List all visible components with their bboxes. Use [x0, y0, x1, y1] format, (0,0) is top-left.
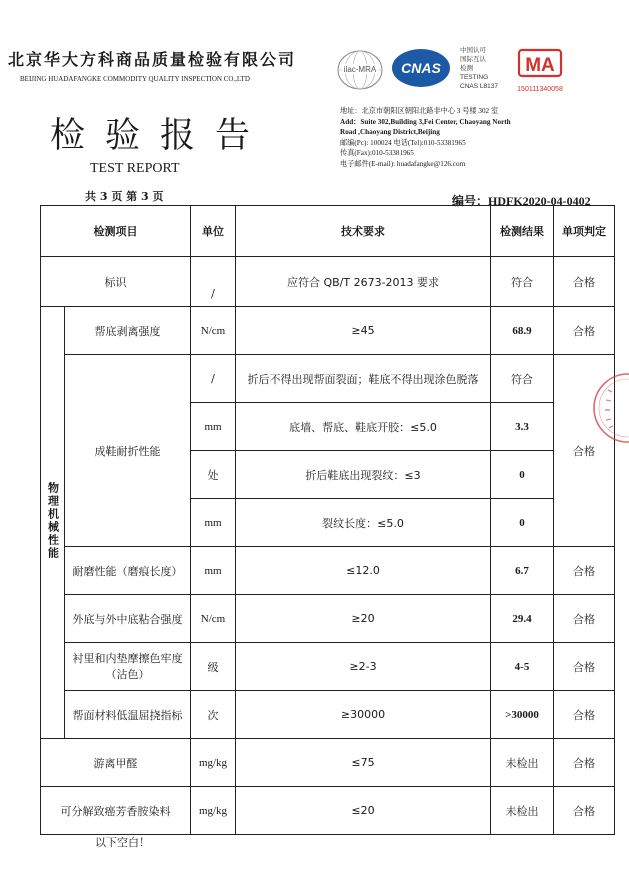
requirement-cell: ≥30000 — [236, 691, 491, 739]
verdict-cell: 合格 — [554, 691, 615, 739]
address-en-2: Road ,Chaoyang District,Beijing — [340, 128, 440, 137]
svg-text:150111340058: 150111340058 — [517, 86, 563, 93]
verdict-cell: 合格 — [554, 547, 615, 595]
report-title-cn: 检验报告 — [50, 116, 271, 156]
requirement-cell: ≥2-3 — [236, 643, 491, 691]
contact-address-block — [340, 106, 590, 170]
item-label: 成鞋耐折性能 — [65, 355, 191, 547]
item-label: 外底与外中底粘合强度 — [65, 595, 191, 643]
result-cell: 68.9 — [491, 307, 554, 355]
email: 电子邮件(E-mail): huadafangke@126.com — [340, 159, 466, 168]
header-unit: 单位 — [191, 206, 236, 257]
cnas-logo — [392, 49, 450, 87]
item-label: 可分解致癌芳香胺染料 — [41, 787, 191, 835]
header-verdict: 单项判定 — [554, 206, 615, 257]
result-cell: 符合 — [491, 355, 554, 403]
cma-logo — [517, 50, 563, 93]
table-row — [41, 739, 615, 787]
requirement-cell: ≤75 — [236, 739, 491, 787]
address-en-1: Add：Suite 302,Building 3,Fei Center, Chaoyang North — [340, 117, 511, 126]
requirement-cell: 折后鞋底出现裂纹：≤3 — [236, 451, 491, 499]
group-label-cell — [41, 307, 65, 739]
unit-cell: N/cm — [191, 307, 236, 355]
fax: 传真(Fax):010-53381965 — [340, 149, 414, 158]
requirement-cell: 裂纹长度：≤5.0 — [236, 499, 491, 547]
result-cell: 6.7 — [491, 547, 554, 595]
report-number: 编号：HDFK2020-04-0402 — [452, 194, 591, 208]
unit-cell: mm — [191, 403, 236, 451]
result-cell: 3.3 — [491, 403, 554, 451]
group-label: 物理机械性能 — [46, 482, 60, 560]
company-name-cn: 北京华大方科商品质量检验有限公司 — [8, 50, 297, 69]
unit-cell: N/cm — [191, 595, 236, 643]
svg-text:国际互认: 国际互认 — [460, 55, 486, 63]
requirement-cell: 应符合 QB/T 2673-2013 要求 — [236, 257, 491, 307]
verdict-cell: 合格 — [554, 739, 615, 787]
result-cell: 符合 — [491, 257, 554, 307]
table-header-row — [41, 206, 615, 257]
unit-cell: 处 — [191, 451, 236, 499]
requirement-cell: ≥20 — [236, 595, 491, 643]
result-cell: >30000 — [491, 691, 554, 739]
item-label: 帮底剥离强度 — [65, 307, 191, 355]
unit-cell: 次 — [191, 691, 236, 739]
result-cell: 0 — [491, 451, 554, 499]
seal-stamp — [578, 368, 629, 448]
cnas-text-block — [460, 45, 498, 90]
page-indicator: 共 3 页 第 3 页 — [85, 190, 164, 203]
table-row — [41, 691, 615, 739]
unit-cell: / — [191, 257, 236, 307]
result-cell: 未检出 — [491, 739, 554, 787]
unit-cell: mg/kg — [191, 787, 236, 835]
item-label: 标识 — [41, 257, 191, 307]
address-cn: 地址：北京市朝阳区朝阳北路非中心 3 号楼 302 室 — [340, 107, 499, 115]
postcode-phone: 邮编(Pc): 100024 电话(Tel):010-53381965 — [340, 138, 466, 147]
requirement-cell: ≤12.0 — [236, 547, 491, 595]
result-cell: 29.4 — [491, 595, 554, 643]
svg-text:中国认可: 中国认可 — [460, 46, 486, 54]
requirement-cell: ≥45 — [236, 307, 491, 355]
verdict-cell: 合格 — [554, 355, 615, 547]
item-label: 耐磨性能（磨痕长度） — [65, 547, 191, 595]
svg-text:ilac-MRA: ilac-MRA — [343, 65, 377, 74]
table-row — [41, 643, 615, 691]
item-label: 游离甲醛 — [41, 739, 191, 787]
svg-text:TESTING: TESTING — [460, 74, 489, 81]
end-of-report-note: 以下空白！ — [95, 836, 150, 849]
unit-cell: 级 — [191, 643, 236, 691]
table-row — [41, 307, 615, 355]
accreditation-logos — [336, 44, 626, 99]
svg-text:检测: 检测 — [460, 64, 473, 72]
table-row — [41, 595, 615, 643]
header-result: 检测结果 — [491, 206, 554, 257]
requirement-cell: ≤20 — [236, 787, 491, 835]
verdict-cell: 合格 — [554, 257, 615, 307]
unit-cell: / — [191, 355, 236, 403]
header-item: 检测项目 — [41, 206, 191, 257]
item-label: 帮面材料低温屈挠指标 — [65, 691, 191, 739]
header-requirement: 技术要求 — [236, 206, 491, 257]
verdict-cell: 合格 — [554, 307, 615, 355]
unit-cell: mg/kg — [191, 739, 236, 787]
result-cell: 0 — [491, 499, 554, 547]
requirement-cell: 底墙、帮底、鞋底开胶：≤5.0 — [236, 403, 491, 451]
result-cell: 未检出 — [491, 787, 554, 835]
ilac-mra-logo — [338, 51, 382, 89]
svg-text:CNAS L8137: CNAS L8137 — [460, 83, 498, 90]
svg-text:CNAS: CNAS — [401, 60, 441, 76]
result-cell: 4-5 — [491, 643, 554, 691]
verdict-cell: 合格 — [554, 787, 615, 835]
verdict-cell: 合格 — [554, 643, 615, 691]
verdict-cell: 合格 — [554, 595, 615, 643]
table-row — [41, 257, 615, 307]
report-title-en: TEST REPORT — [90, 161, 180, 176]
svg-text:MA: MA — [525, 55, 555, 76]
test-results-table — [40, 205, 615, 835]
item-label-line2: （沾色） — [105, 667, 150, 681]
requirement-cell: 折后不得出现帮面裂面；鞋底不得出现涂色脱落 — [236, 355, 491, 403]
company-name-en: BEIJING HUADAFANGKE COMMODITY QUALITY INSPECTION CO.,LTD — [20, 75, 250, 83]
table-row — [41, 787, 615, 835]
item-label-line1: 衬里和内垫摩擦色牢度 — [72, 651, 183, 665]
unit-cell: mm — [191, 499, 236, 547]
item-label — [65, 643, 191, 691]
unit-cell: mm — [191, 547, 236, 595]
table-row — [41, 355, 615, 403]
table-row — [41, 547, 615, 595]
